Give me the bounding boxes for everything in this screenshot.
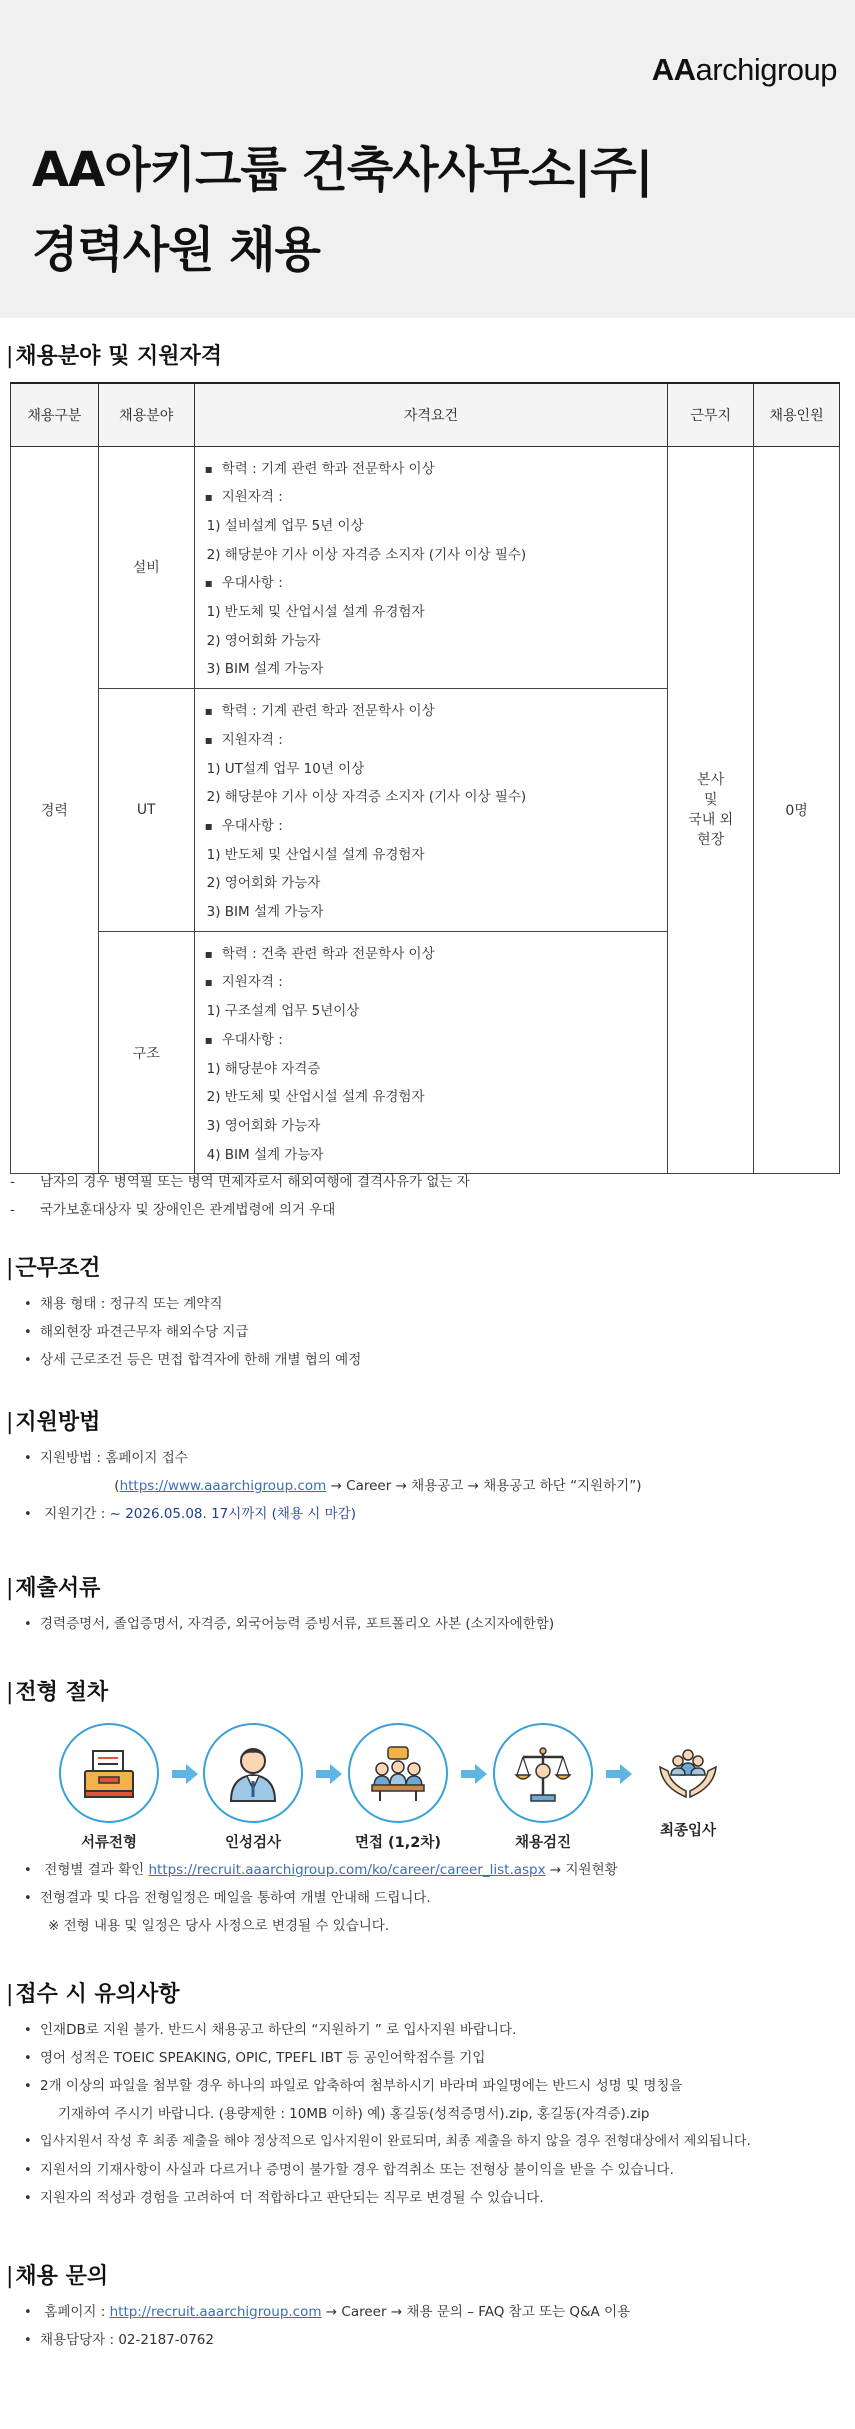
- requirement-line: 2) 영어회화 가능자: [206, 632, 321, 649]
- hero-banner: [0, 0, 855, 318]
- requirement-line: 2) 반도체 및 산업시설 설계 유경험자: [206, 1089, 425, 1106]
- document-tray-icon: [59, 1723, 159, 1823]
- requirement-line: 3) BIM 설계 가능자: [206, 904, 324, 921]
- list-item: • 입사지원서 작성 후 최종 제출을 해야 정상적으로 입사지원이 완료되며, 최종 제출을 하지 않을 경우 전형대상에서 제외됩니다.: [24, 2128, 751, 2156]
- apply-url-line: (https://www.aaarchigroup.com → Career → 채용공고 → 채용공고 하단 “지원하기”): [114, 1478, 642, 1494]
- step-label: 인성검사: [224, 1835, 282, 1851]
- contact-homepage: • 홈페이지 : http://recruit.aaarchigroup.com → Career → 채용 문의 – FAQ 참고 또는 Q&A 이용: [24, 2298, 630, 2327]
- process-step: [638, 1723, 738, 1840]
- list-item: • 전형결과 및 다음 전형일정은 메일을 통하여 개별 안내해 드립니다.: [24, 1884, 431, 1913]
- requirement-line: ▪ 학력 : 건축 관련 학과 전문학사 이상: [203, 940, 660, 969]
- person-icon: [203, 1723, 303, 1823]
- apply-method: • 지원방법 : 홈페이지 접수: [24, 1444, 188, 1473]
- process-remark: ※ 전형 내용 및 일정은 당사 사정으로 변경될 수 있습니다.: [48, 1918, 390, 1934]
- process-step: [348, 1723, 448, 1852]
- page-title: [32, 130, 652, 290]
- list-item: • 인재DB로 지원 불가. 반드시 채용공고 하단의 “지원하기 ” 로 입사지원 바랍니다.: [24, 2016, 516, 2045]
- requirements-cell: [194, 689, 668, 932]
- requirement-line: 1) 설비설계 업무 5년 이상: [206, 517, 364, 534]
- list-item: • 채용 형태 : 정규직 또는 계약직: [24, 1290, 223, 1319]
- section-heading-conditions: |근무조건: [6, 1256, 101, 1281]
- contact-phone: • 채용담당자 : 02-2187-0762: [24, 2326, 214, 2355]
- section-heading-documents: |제출서류: [6, 1576, 101, 1601]
- header-cell: 자격요건: [194, 383, 668, 446]
- homepage-link[interactable]: https://www.aaarchigroup.com: [119, 1478, 327, 1494]
- requirement-line: ▪ 학력 : 기계 관련 학과 전문학사 이상: [203, 455, 660, 484]
- scales-icon: [493, 1723, 593, 1823]
- requirement-line: 1) 반도체 및 산업시설 설계 유경험자: [206, 604, 425, 621]
- title-line-1: AA아키그룹 건축사사무소|주|: [32, 142, 653, 198]
- section-heading-cautions: |접수 시 유의사항: [6, 1982, 180, 2007]
- interview-meeting-icon: [348, 1723, 448, 1823]
- location-cell: 본사 및 국내 외 현장: [668, 446, 754, 1174]
- section-heading-process: |전형 절차: [6, 1680, 109, 1705]
- company-logo: AAarchigroup: [651, 52, 837, 87]
- recruit-link[interactable]: http://recruit.aaarchigroup.com: [109, 2304, 322, 2320]
- list-item: • 2개 이상의 파일을 첨부할 경우 하나의 파일로 압축하여 첨부하시기 바라며 파일명에는 반드시 성명 및 명칭을: [24, 2072, 682, 2101]
- requirement-line: ▪ 우대사항 :: [203, 812, 660, 841]
- list-item: • 지원자의 적성과 경험을 고려하여 더 적합하다고 판단되는 직무로 변경될 수 있습니다.: [24, 2184, 544, 2213]
- requirement-line: 1) UT설계 업무 10년 이상: [206, 760, 365, 777]
- requirement-line: 2) 영어회화 가능자: [206, 875, 321, 892]
- header-cell: 채용분야: [98, 383, 194, 446]
- process-step: [493, 1723, 593, 1852]
- requirement-line: ▪ 지원자격 :: [203, 726, 660, 755]
- requirement-line: ▪ 우대사항 :: [203, 1026, 660, 1055]
- requirement-line: 1) 반도체 및 산업시설 설계 유경험자: [206, 846, 425, 863]
- result-link[interactable]: https://recruit.aaarchigroup.com/ko/career/career_list.aspx: [148, 1862, 546, 1878]
- apply-period: • 지원기간 : ~ 2026.05.08. 17시까지 (채용 시 마감): [24, 1500, 356, 1529]
- header-cell: 근무지: [668, 383, 754, 446]
- note-military: - 남자의 경우 병역필 또는 병역 면제자로서 해외여행에 결격사유가 없는 자: [10, 1174, 470, 1190]
- process-step: [203, 1723, 303, 1852]
- list-item: • 해외현장 파견근무자 해외수당 지급: [24, 1318, 249, 1347]
- requirement-line: ▪ 지원자격 :: [203, 483, 660, 512]
- category-cell: 경력: [11, 446, 99, 1174]
- requirement-line: ▪ 우대사항 :: [203, 569, 660, 598]
- headcount-cell: 0명: [754, 446, 840, 1174]
- list-item: • 영어 성적은 TOEIC SPEAKING, OPIC, TPEFL IBT 등 공인어학점수를 기입: [24, 2044, 485, 2073]
- section-heading-apply: |지원방법: [6, 1410, 101, 1435]
- header-cell: 채용구분: [11, 383, 99, 446]
- section-heading-contact: |채용 문의: [6, 2264, 109, 2289]
- requirement-line: ▪ 학력 : 기계 관련 학과 전문학사 이상: [203, 697, 660, 726]
- requirement-line: 4) BIM 설계 가능자: [206, 1146, 324, 1163]
- section-heading-fields: |채용분야 및 지원자격: [6, 344, 223, 369]
- step-label: 서류전형: [80, 1835, 138, 1851]
- field-cell: 설비: [98, 446, 194, 689]
- requirement-line: 3) BIM 설계 가능자: [206, 661, 324, 678]
- field-cell: UT: [98, 689, 194, 932]
- step-label: 면접 (1,2차): [354, 1835, 441, 1851]
- title-line-2: 경력사원 채용: [32, 222, 320, 278]
- list-item: • 상세 근로조건 등은 면접 합격자에 한해 개별 협의 예정: [24, 1346, 361, 1375]
- list-item: • 지원서의 기재사항이 사실과 다르거나 증명이 불가할 경우 합격취소 또는 전형상 불이익을 받을 수 있습니다.: [24, 2156, 674, 2185]
- deadline-text: ~ 2026.05.08. 17시까지 (채용 시 마감): [109, 1506, 356, 1522]
- team-hands-icon: [638, 1723, 738, 1823]
- field-cell: 구조: [98, 931, 194, 1174]
- requirement-line: 2) 해당분야 기사 이상 자격증 소지자 (기사 이상 필수): [206, 546, 527, 563]
- list-item-continued: 기재하여 주시기 바랍니다. (용량제한 : 10MB 이하) 예) 홍길동(성적증명서).zip, 홍길동(자격증).zip: [58, 2106, 650, 2122]
- jobs-table: [10, 382, 840, 1174]
- list-item: • 경력증명서, 졸업증명서, 자격증, 외국어능력 증빙서류, 포트폴리오 사본 (소지자에한함): [24, 1610, 554, 1639]
- process-flow: [56, 1723, 846, 1851]
- process-result: • 전형별 결과 확인 https://recruit.aaarchigroup.com/ko/career/career_list.aspx → 지원현황: [24, 1856, 618, 1885]
- requirements-cell: [194, 446, 668, 689]
- requirement-line: 1) 해당분야 자격증: [206, 1060, 321, 1077]
- table-header-row: [11, 383, 840, 446]
- note-veterans: - 국가보훈대상자 및 장애인은 관계법령에 의거 우대: [10, 1202, 336, 1218]
- requirement-line: 3) 영어회화 가능자: [206, 1117, 321, 1134]
- requirement-line: 1) 구조설계 업무 5년이상: [206, 1003, 360, 1020]
- requirement-line: ▪ 지원자격 :: [203, 968, 660, 997]
- step-label: 채용검진: [514, 1835, 572, 1851]
- requirement-line: 2) 해당분야 기사 이상 자격증 소지자 (기사 이상 필수): [206, 789, 527, 806]
- table-row: [11, 446, 840, 689]
- header-cell: 채용인원: [754, 383, 840, 446]
- process-step: [59, 1723, 159, 1852]
- requirements-cell: [194, 931, 668, 1174]
- step-label: 최종입사: [659, 1823, 717, 1839]
